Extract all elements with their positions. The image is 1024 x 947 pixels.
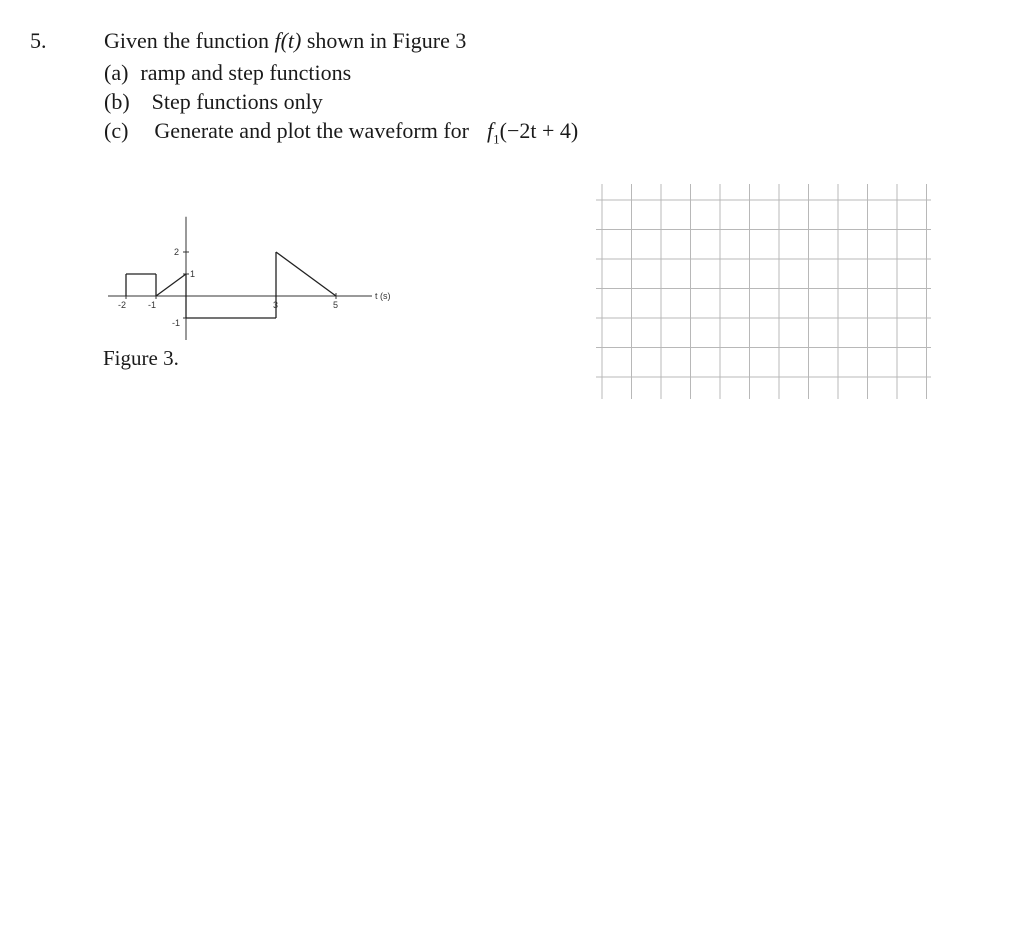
tick-label-y-2: 2 (174, 247, 180, 257)
waveform-segment-8 (276, 252, 336, 296)
part-c-text: Generate and plot the waveform for (154, 118, 470, 143)
stem-function: f(t) (274, 28, 302, 53)
part-b-text: Step functions only (151, 89, 323, 114)
stem-prefix: Given the function (104, 28, 275, 53)
tick-label-y-1: 1 (190, 269, 196, 279)
waveform (126, 252, 339, 318)
tick-label-y-minus-1: -1 (172, 318, 181, 328)
waveform-formula (487, 118, 579, 147)
tick-label-x-minus-1: -1 (148, 300, 157, 310)
question-stem (104, 28, 466, 54)
part-a-label: (a) (104, 60, 129, 85)
t-axis-label: t (s) (375, 291, 391, 301)
part-a (104, 60, 351, 86)
waveform-segment-4 (156, 274, 186, 296)
part-b-label: (b) (104, 89, 130, 114)
part-c (104, 118, 578, 147)
axis-ticks (126, 252, 339, 318)
formula-subscript: 1 (493, 131, 500, 147)
formula-argument: (−2t + 4) (499, 118, 579, 143)
tick-label-x-5: 5 (333, 300, 339, 310)
part-b (104, 89, 323, 115)
part-a-text: ramp and step functions (140, 60, 352, 85)
figure-3-plot (100, 200, 400, 345)
question-number: 5. (30, 28, 47, 53)
tick-label-x-3: 3 (273, 300, 279, 310)
figure-caption: Figure 3. (103, 346, 179, 370)
formula-func: f (487, 118, 494, 143)
answer-grid (596, 184, 931, 399)
tick-label-x-minus-2: -2 (118, 300, 127, 310)
part-c-label: (c) (104, 118, 129, 143)
stem-suffix: shown in Figure 3 (301, 28, 467, 53)
